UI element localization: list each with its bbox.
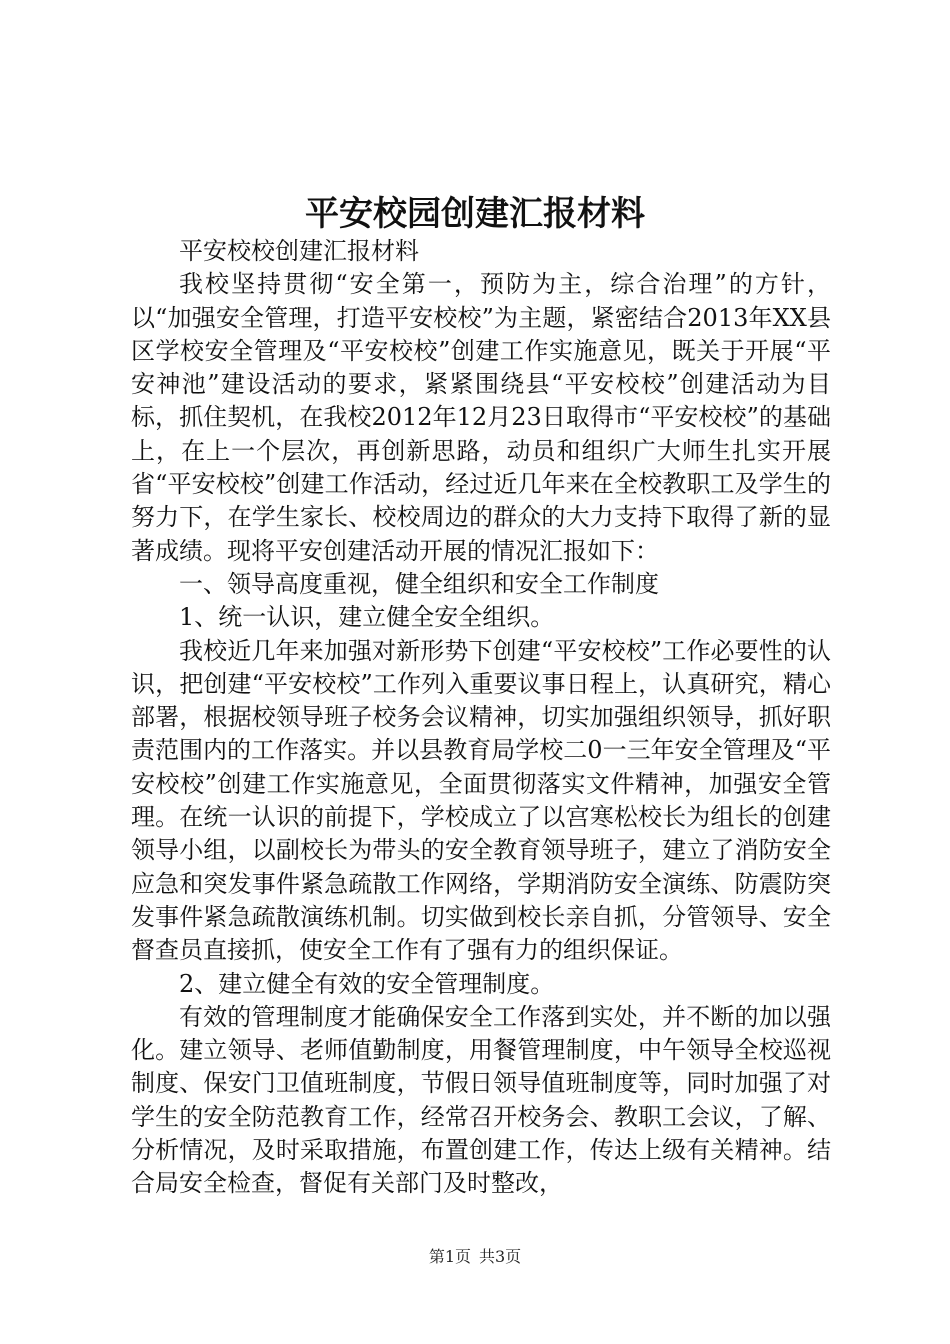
subsection-heading-2: 2、建立健全有效的安全管理制度。 bbox=[179, 969, 555, 998]
page-total: 共3页 bbox=[479, 1247, 522, 1266]
document-title: 平安校园创建汇报材料 bbox=[305, 194, 645, 234]
paragraph-subtitle: 平安校校创建汇报材料 bbox=[179, 237, 419, 265]
paragraph-management: 有效的管理制度才能确保安全工作落到实处，并不断的加以强化。建立领导、老师值勤制度，用餐管理制度，中午领导全校巡视制度、保安门卫值班制度，节假日领导值班制度等，同时加强了对学生的安全防范教育工作，经常召开校务会、教职工会议，了解、分析情况，及时采取措施，布置创建工作，传达上级有关精神。结合局安全检查，督促有关部门及时整改， bbox=[131, 1002, 831, 1198]
page-number: 第1页 bbox=[428, 1247, 471, 1266]
section-heading-1: 一、领导高度重视，健全组织和安全工作制度 bbox=[179, 569, 659, 598]
paragraph-organization: 我校近几年来加强对新形势下创建“平安校校”工作必要性的认识，把创建“平安校校”工作列入重要议事日程上，认真研究，精心部署，根据校领导班子校务会议精神，切实加强组织领导，抓好职责范围内的工作落实。并以县教育局学校二0一三年安全管理及“平安校校”创建工作实施意见，全面贯彻落实文件精神，加强安全管理。在统一认识的前提下，学校成立了以宫寒松校长为组长的创建领导小组，以副校长为带头的安全教育领导班子，建立了消防安全应急和突发事件紧急疏散工作网络，学期消防安全演练、防震防突发事件紧急疏散演练机制。切实做到校长亲自抓，分管领导、安全督查员直接抓，使安全工作有了强有力的组织保证。 bbox=[131, 636, 831, 965]
subsection-heading-1: 1、统一认识，建立健全安全组织。 bbox=[179, 603, 555, 632]
paragraph-intro: 我校坚持贯彻“安全第一，预防为主，综合治理”的方针，以“加强安全管理，打造平安校校”为主题，紧密结合2013年XX县区学校安全管理及“平安校校”创建工作实施意见，既关于开展“平安神池”建设活动的要求，紧紧围绕县“平安校校”创建活动为目标，抓住契机，在我校2012年12月23日取得市“平安校校”的基础上，在上一个层次，再创新思路，动员和组织广大师生扎实开展省“平安校校”创建工作活动，经过近几年来在全校教职工及学生的努力下，在学生家长、校校周边的群众的大力支持下取得了新的显著成绩。现将平安创建活动开展的情况汇报如下： bbox=[131, 270, 831, 565]
document-body bbox=[131, 235, 831, 1201]
page-footer bbox=[0, 1244, 950, 1267]
